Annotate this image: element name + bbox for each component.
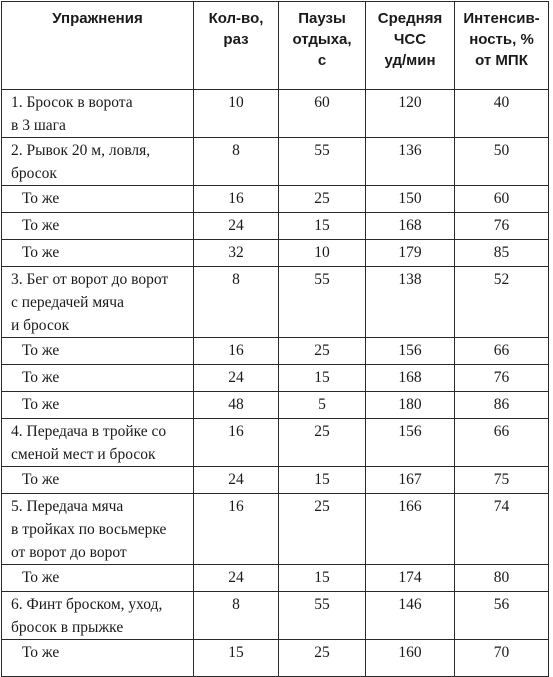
table-row xyxy=(2,565,549,592)
reps-cell: 16 xyxy=(194,419,279,467)
table-row xyxy=(2,138,549,186)
heart-rate-cell: 180 xyxy=(366,392,455,419)
exercise-cell: То же xyxy=(2,186,194,213)
intensity-cell: 56 xyxy=(455,592,549,640)
intensity-cell: 75 xyxy=(455,467,549,494)
reps-cell: 16 xyxy=(194,338,279,365)
rest-cell: 25 xyxy=(279,186,366,213)
exercise-cell: 5. Передача мяча в тройках по восьмерке от ворот до ворот xyxy=(2,494,194,565)
reps-cell: 8 xyxy=(194,592,279,640)
heart-rate-cell: 160 xyxy=(366,640,455,677)
rest-cell: 25 xyxy=(279,419,366,467)
exercise-table xyxy=(1,1,549,677)
column-header-heart-rate: Средняя ЧСС уд/мин xyxy=(366,2,455,90)
heart-rate-cell: 136 xyxy=(366,138,455,186)
table-row xyxy=(2,90,549,138)
reps-cell: 16 xyxy=(194,494,279,565)
exercise-cell: То же xyxy=(2,240,194,267)
heart-rate-cell: 146 xyxy=(366,592,455,640)
rest-cell: 15 xyxy=(279,213,366,240)
rest-cell: 25 xyxy=(279,338,366,365)
heart-rate-cell: 156 xyxy=(366,338,455,365)
table-row xyxy=(2,494,549,565)
intensity-cell: 66 xyxy=(455,338,549,365)
table-row xyxy=(2,186,549,213)
intensity-cell: 76 xyxy=(455,365,549,392)
rest-cell: 5 xyxy=(279,392,366,419)
exercise-cell: То же xyxy=(2,392,194,419)
rest-cell: 55 xyxy=(279,138,366,186)
reps-cell: 24 xyxy=(194,213,279,240)
intensity-cell: 52 xyxy=(455,267,549,338)
reps-cell: 16 xyxy=(194,186,279,213)
rest-cell: 10 xyxy=(279,240,366,267)
table-row xyxy=(2,240,549,267)
exercise-cell: То же xyxy=(2,467,194,494)
heart-rate-cell: 166 xyxy=(366,494,455,565)
rest-cell: 25 xyxy=(279,640,366,677)
table-row xyxy=(2,338,549,365)
table-row xyxy=(2,392,549,419)
rest-cell: 25 xyxy=(279,494,366,565)
rest-cell: 15 xyxy=(279,467,366,494)
exercise-cell: То же xyxy=(2,338,194,365)
intensity-cell: 85 xyxy=(455,240,549,267)
rest-cell: 60 xyxy=(279,90,366,138)
exercise-cell: То же xyxy=(2,640,194,677)
column-header-intensity: Интенсив- ность, % от МПК xyxy=(455,2,549,90)
reps-cell: 24 xyxy=(194,365,279,392)
exercise-cell: 4. Передача в тройке со сменой мест и бросок xyxy=(2,419,194,467)
table-row xyxy=(2,267,549,338)
heart-rate-cell: 179 xyxy=(366,240,455,267)
heart-rate-cell: 156 xyxy=(366,419,455,467)
exercise-cell: То же xyxy=(2,213,194,240)
intensity-cell: 76 xyxy=(455,213,549,240)
intensity-cell: 70 xyxy=(455,640,549,677)
reps-cell: 24 xyxy=(194,467,279,494)
exercise-cell: 6. Финт броском, уход, бросок в прыжке xyxy=(2,592,194,640)
intensity-cell: 50 xyxy=(455,138,549,186)
table-row xyxy=(2,213,549,240)
reps-cell: 32 xyxy=(194,240,279,267)
table-body xyxy=(2,90,549,677)
exercise-cell: То же xyxy=(2,365,194,392)
heart-rate-cell: 138 xyxy=(366,267,455,338)
reps-cell: 8 xyxy=(194,138,279,186)
intensity-cell: 60 xyxy=(455,186,549,213)
exercise-cell: То же xyxy=(2,565,194,592)
column-header-reps: Кол-во, раз xyxy=(194,2,279,90)
table-row xyxy=(2,467,549,494)
reps-cell: 8 xyxy=(194,267,279,338)
reps-cell: 24 xyxy=(194,565,279,592)
rest-cell: 15 xyxy=(279,365,366,392)
rest-cell: 15 xyxy=(279,565,366,592)
exercise-cell: 3. Бег от ворот до ворот с передачей мяча и бросок xyxy=(2,267,194,338)
table-row xyxy=(2,640,549,677)
header-row xyxy=(2,2,549,90)
rest-cell: 55 xyxy=(279,267,366,338)
column-header-exercises: Упражнения xyxy=(2,2,194,90)
intensity-cell: 74 xyxy=(455,494,549,565)
reps-cell: 10 xyxy=(194,90,279,138)
heart-rate-cell: 150 xyxy=(366,186,455,213)
reps-cell: 15 xyxy=(194,640,279,677)
heart-rate-cell: 168 xyxy=(366,213,455,240)
intensity-cell: 86 xyxy=(455,392,549,419)
heart-rate-cell: 168 xyxy=(366,365,455,392)
table-row xyxy=(2,365,549,392)
heart-rate-cell: 174 xyxy=(366,565,455,592)
rest-cell: 55 xyxy=(279,592,366,640)
intensity-cell: 80 xyxy=(455,565,549,592)
heart-rate-cell: 167 xyxy=(366,467,455,494)
reps-cell: 48 xyxy=(194,392,279,419)
column-header-rest: Паузы отдыха, с xyxy=(279,2,366,90)
heart-rate-cell: 120 xyxy=(366,90,455,138)
exercise-cell: 2. Рывок 20 м, ловля, бросок xyxy=(2,138,194,186)
table-row xyxy=(2,592,549,640)
intensity-cell: 40 xyxy=(455,90,549,138)
exercise-cell: 1. Бросок в ворота в 3 шага xyxy=(2,90,194,138)
intensity-cell: 66 xyxy=(455,419,549,467)
table-row xyxy=(2,419,549,467)
